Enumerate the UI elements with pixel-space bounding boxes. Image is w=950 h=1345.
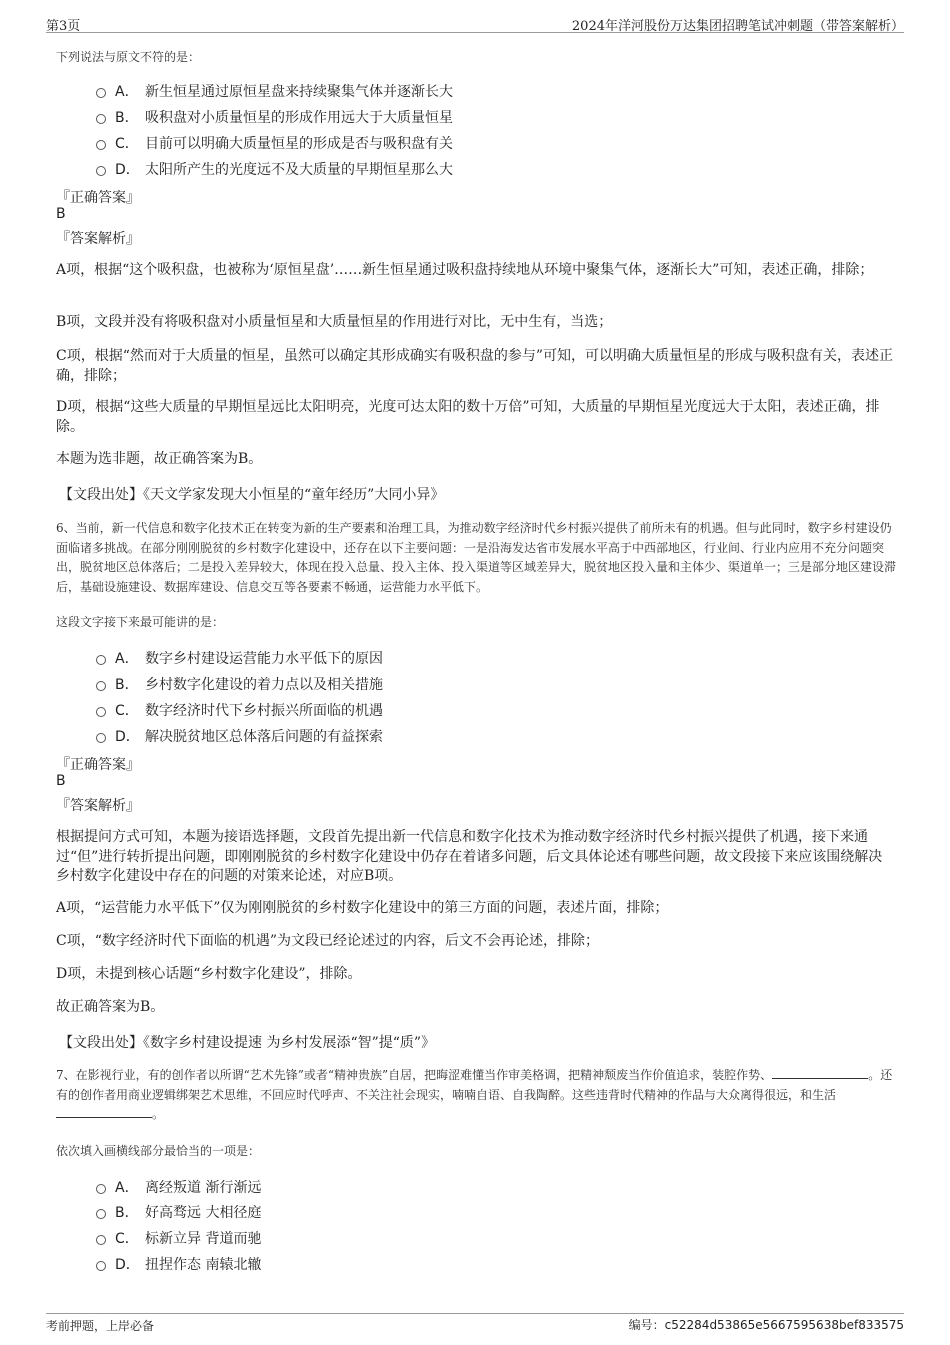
document-code: 编号：c52284d53865e5667595638bef833575	[628, 1318, 904, 1332]
q5-analysis-d: D项，根据“这些大质量的早期恒星远比太阳明亮，光度可达太阳的数十万倍”可知，大质量的早期恒星光度远大于太阳，表述正确，排除。	[56, 399, 880, 435]
radio-icon[interactable]	[96, 655, 106, 665]
q7-prompt: 依次填入画横线部分最恰当的一项是：	[56, 1144, 261, 1158]
q5-conclusion: 本题为选非题，故正确答案为B。	[56, 451, 263, 467]
q5-answer-label: 『正确答案』	[56, 190, 140, 206]
radio-icon[interactable]	[96, 140, 106, 150]
q5-analysis-a: A项，根据“这个吸积盘，也被称为‘原恒星盘’……新生恒星通过吸积盘持续地从环境中聚集气体，逐渐长大”可知，表述正确，排除；	[56, 262, 874, 278]
q6-analysis-c: C项，“数字经济时代下面临的机遇”为文段已经论述过的内容，后文不会再论述，排除；	[56, 933, 600, 949]
radio-icon[interactable]	[96, 166, 106, 176]
radio-icon[interactable]	[96, 707, 106, 717]
footer-slogan: 考前押题，上岸必备	[46, 1319, 155, 1333]
radio-icon[interactable]	[96, 681, 106, 691]
q5-prompt: 下列说法与原文不符的是：	[56, 50, 201, 64]
page-header	[46, 13, 904, 33]
q7-stem: 7、在影视行业，有的创作者以所谓“艺术先锋”或者“精神贵族”自居，把晦涩难懂当作审美格调，把精神颓废当作价值追求，装腔作势、 。还有的创作者用商业逻辑绑架艺术思维，不回应时代呼声、不关注社会现实，喃喃自语、自我陶醉。这些违背时代精神的作品与大众离得很远，和生活。	[56, 1068, 893, 1121]
page-footer	[46, 1313, 904, 1333]
q5-answer: B	[56, 206, 66, 222]
radio-icon[interactable]	[96, 1209, 106, 1219]
q6-analysis-label: 『答案解析』	[56, 798, 140, 814]
radio-icon[interactable]	[96, 1261, 106, 1271]
radio-icon[interactable]	[96, 88, 106, 98]
radio-icon[interactable]	[96, 114, 106, 124]
q6-analysis-d: D项，未提到核心话题“乡村数字化建设”，排除。	[56, 966, 362, 982]
q5-analysis-label: 『答案解析』	[56, 231, 140, 247]
q6-prompt: 这段文字接下来最可能讲的是：	[56, 615, 225, 629]
q6-analysis-main: 根据提问方式可知，本题为接语选择题，文段首先提出新一代信息和数字化技术为推动数字经济时代乡村振兴提供了机遇，接下来通过“但”进行转折提出问题，即刚刚脱贫的乡村数字化建设中仍存在着诸多问题，后文具体论述有哪些问题，故文段接下来应该围绕解决乡村数字化建设中存在的问题的对策来论述，对应B项。	[56, 829, 883, 884]
radio-icon[interactable]	[96, 1184, 106, 1194]
page-number: 第3页	[46, 19, 81, 34]
q5-analysis-c: C项，根据“然而对于大质量的恒星，虽然可以确定其形成确实有吸积盘的参与”可知，可以明确大质量恒星的形成与吸积盘有关，表述正确，排除；	[56, 348, 894, 384]
fill-blank-1[interactable]	[772, 1067, 868, 1079]
q6-answer-label: 『正确答案』	[56, 757, 140, 773]
q5-analysis-b: B项，文段并没有将吸积盘对小质量恒星和大质量恒星的作用进行对比，无中生有，当选；	[56, 314, 613, 330]
q6-source: 【文段出处】《数字乡村建设提速 为乡村发展添“智”提“质”》	[59, 1035, 436, 1051]
q6-answer: B	[56, 773, 66, 789]
fill-blank-2[interactable]	[56, 1106, 152, 1118]
radio-icon[interactable]	[96, 1235, 106, 1245]
q6-analysis-a: A项，“运营能力水平低下”仅为刚刚脱贫的乡村数字化建设中的第三方面的问题，表述片面，排除；	[56, 900, 669, 916]
radio-icon[interactable]	[96, 733, 106, 743]
q6-stem: 6、当前，新一代信息和数字化技术正在转变为新的生产要素和治理工具，为推动数字经济时代乡村振兴提供了前所未有的机遇。但与此同时，数字乡村建设仍面临诸多挑战。在部分刚刚脱贫的乡村数字化建设中，还存在以下主要问题：一是沿海发达省市发展水平高于中西部地区，行业间、行业内应用不充分问题突出，脱贫地区总体落后；二是投入差异较大，体现在投入总量、投入主体、投入渠道等区域差异大，脱贫地区投入量和主体少、渠道单一；三是部分地区建设滞后，基础设施建设、数据库建设、信息交互等各要素不畅通，运营能力水平低下。	[56, 521, 897, 594]
document-title: 2024年洋河股份万达集团招聘笔试冲刺题（带答案解析）	[571, 19, 904, 34]
q5-source: 【文段出处】《天文学家发现大小恒星的“童年经历”大同小异》	[59, 487, 445, 503]
q6-conclusion: 故正确答案为B。	[56, 999, 165, 1015]
